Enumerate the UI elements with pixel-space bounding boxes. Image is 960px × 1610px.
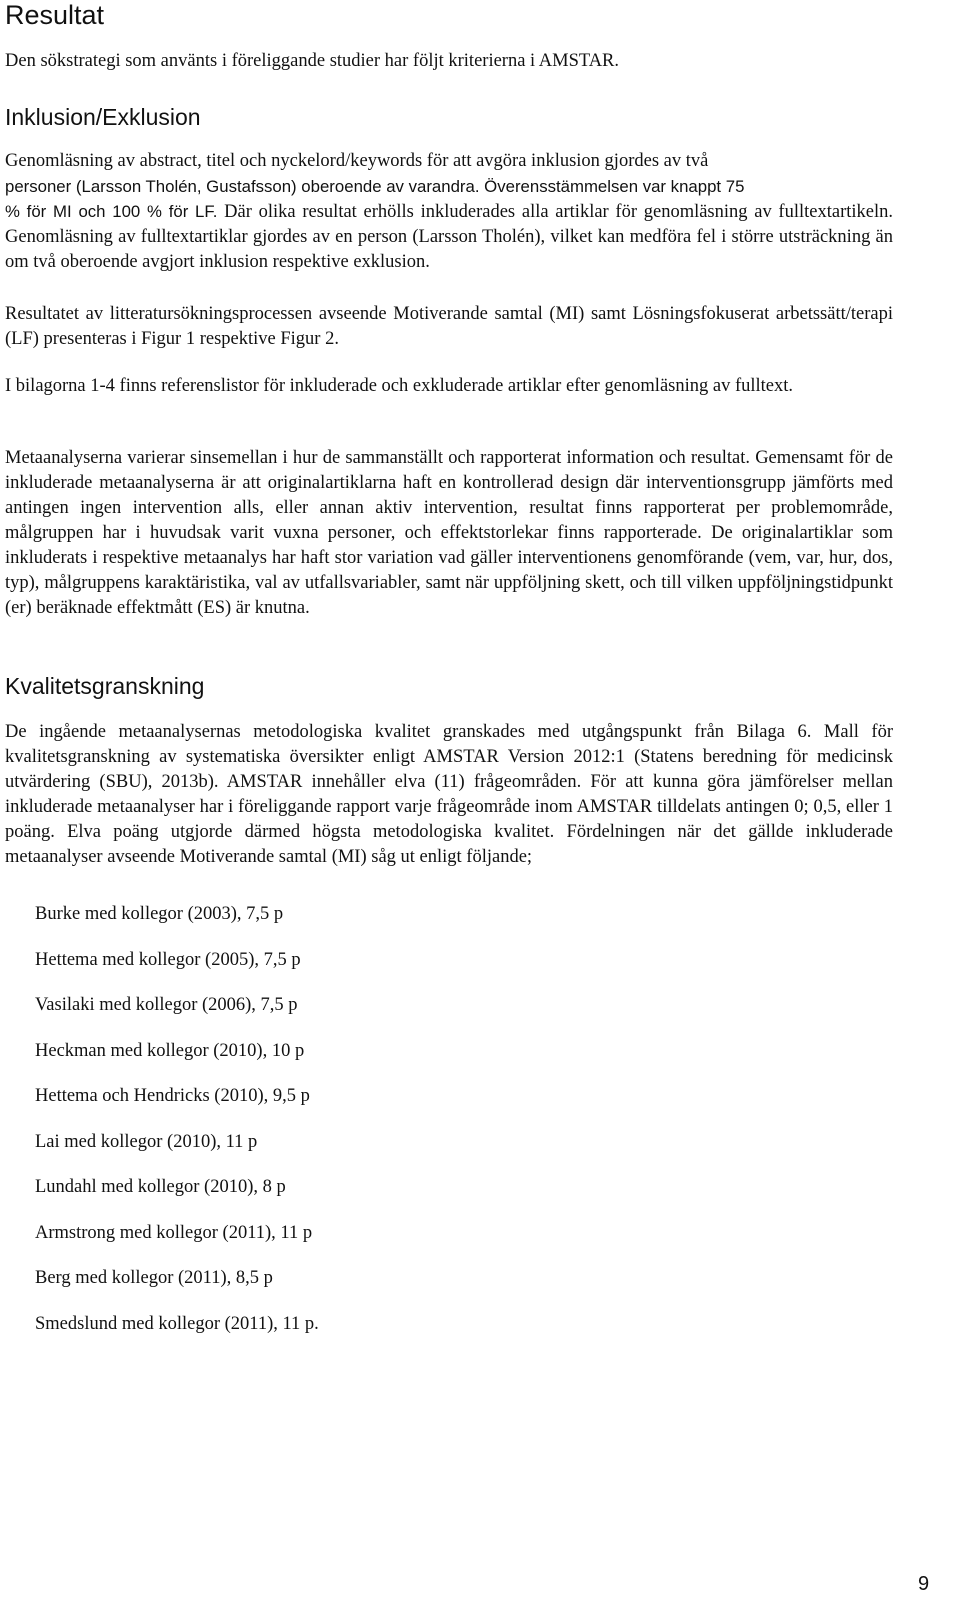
inklusion-paragraph-2: Resultatet av litteratursökningsprocessen avseende Motiverande samtal (MI) samt Lösningsfokuserat arbetssätt/terapi (LF) presenteras i Figur 1 respektive Figur 2. <box>5 304 893 349</box>
list-item: Burke med kollegor (2003), 7,5 p <box>35 904 284 924</box>
section-heading-inklusion: Inklusion/Exklusion <box>5 104 201 130</box>
intro-paragraph: Den sökstrategi som använts i föreliggande studier har följt kriterierna i AMSTAR. <box>5 51 620 71</box>
inklusion-paragraph-1-sans-run: % för MI och 100 % för LF. <box>5 202 218 221</box>
list-item: Lai med kollegor (2010), 11 p <box>35 1131 258 1152</box>
inklusion-paragraph-1-line-2: personer (Larsson Tholén, Gustafsson) oberoende av varandra. Överensstämmelsen var knappt 75 <box>5 177 745 196</box>
list-item: Lundahl med kollegor (2010), 8 p <box>35 1177 286 1197</box>
inklusion-paragraph-1-line-1: Genomläsning av abstract, titel och nyckelord/keywords för att avgöra inklusion gjordes av två <box>5 151 709 171</box>
section-heading-resultat: Resultat <box>5 0 105 30</box>
list-item: Berg med kollegor (2011), 8,5 p <box>35 1268 273 1288</box>
list-item: Armstrong med kollegor (2011), 11 p <box>35 1222 313 1243</box>
list-item: Vasilaki med kollegor (2006), 7,5 p <box>35 995 298 1015</box>
list-item: Smedslund med kollegor (2011), 11 p. <box>35 1313 319 1334</box>
list-item: Heckman med kollegor (2010), 10 p <box>35 1040 305 1061</box>
kvalitet-paragraph: De ingående metaanalysernas metodologiska kvalitet granskades med utgångspunkt från Bilaga 6. Mall för kvalitetsgranskning av systematiska översikter enligt AMSTAR Version 2012:1 (Statens beredning för medicinsk utvärdering (SBU), 2013b). AMSTAR innehåller elva (11) frågeområden. För att kunna göra jämförelser mellan inkluderade metaanalyser har i föreliggande rapport varje frågeområde inom AMSTAR tilldelats antingen 0; 0,5, eller 1 poäng. Elva poäng utgjorde därmed högsta metodologiska kvalitet. Fördelningen när det gällde inkluderade metaanalyser avseende Motiverande samtal (MI) såg ut enligt följande; <box>5 722 893 867</box>
list-item: Hettema och Hendricks (2010), 9,5 p <box>35 1086 310 1106</box>
mi-quality-list <box>35 902 319 1357</box>
inklusion-paragraph-4: Metaanalyserna varierar sinsemellan i hur de sammanställt och rapporterat information och resultat. Gemensamt för de inkluderade metaanalyserna är att originalartiklarna haft en kontrollerad design där interventionsgrupp jämförts med antingen ingen intervention alls, eller annan aktiv intervention, resultat finns rapporterat per problemområde, målgruppen har i huvudsak varit vuxna personer, och effektstorlekar finns rapporterade. De originalartiklar som inkluderats i respektive metaanalys har haft stor variation vad gäller interventionens genomförande (vem, var, hur, dos, typ), målgruppens karaktäristika, val av utfallsvariabler, samt när uppföljning skett, och till vilken uppföljningstidpunkt (er) beräknade effektmått (ES) är knutna. <box>5 448 893 618</box>
inklusion-paragraph-1-serif-run: Där olika resultat erhölls inkluderades alla artiklar för genomläsning av fulltextartikeln. Genomläsning av fulltextartiklar gjordes av en person (Larsson Tholén), vilket kan medföra fel i större utsträckning än om två oberoende avgjort inklusion respektive exklusion. <box>5 202 893 272</box>
section-heading-kvalitet: Kvalitetsgranskning <box>5 673 205 699</box>
inklusion-paragraph-3: I bilagorna 1-4 finns referenslistor för inkluderade och exkluderade artiklar efter genomläsning av fulltext. <box>5 376 794 396</box>
page-number: 9 <box>918 1573 930 1595</box>
list-item: Hettema med kollegor (2005), 7,5 p <box>35 949 301 970</box>
inklusion-paragraph-1-rest <box>5 199 893 275</box>
